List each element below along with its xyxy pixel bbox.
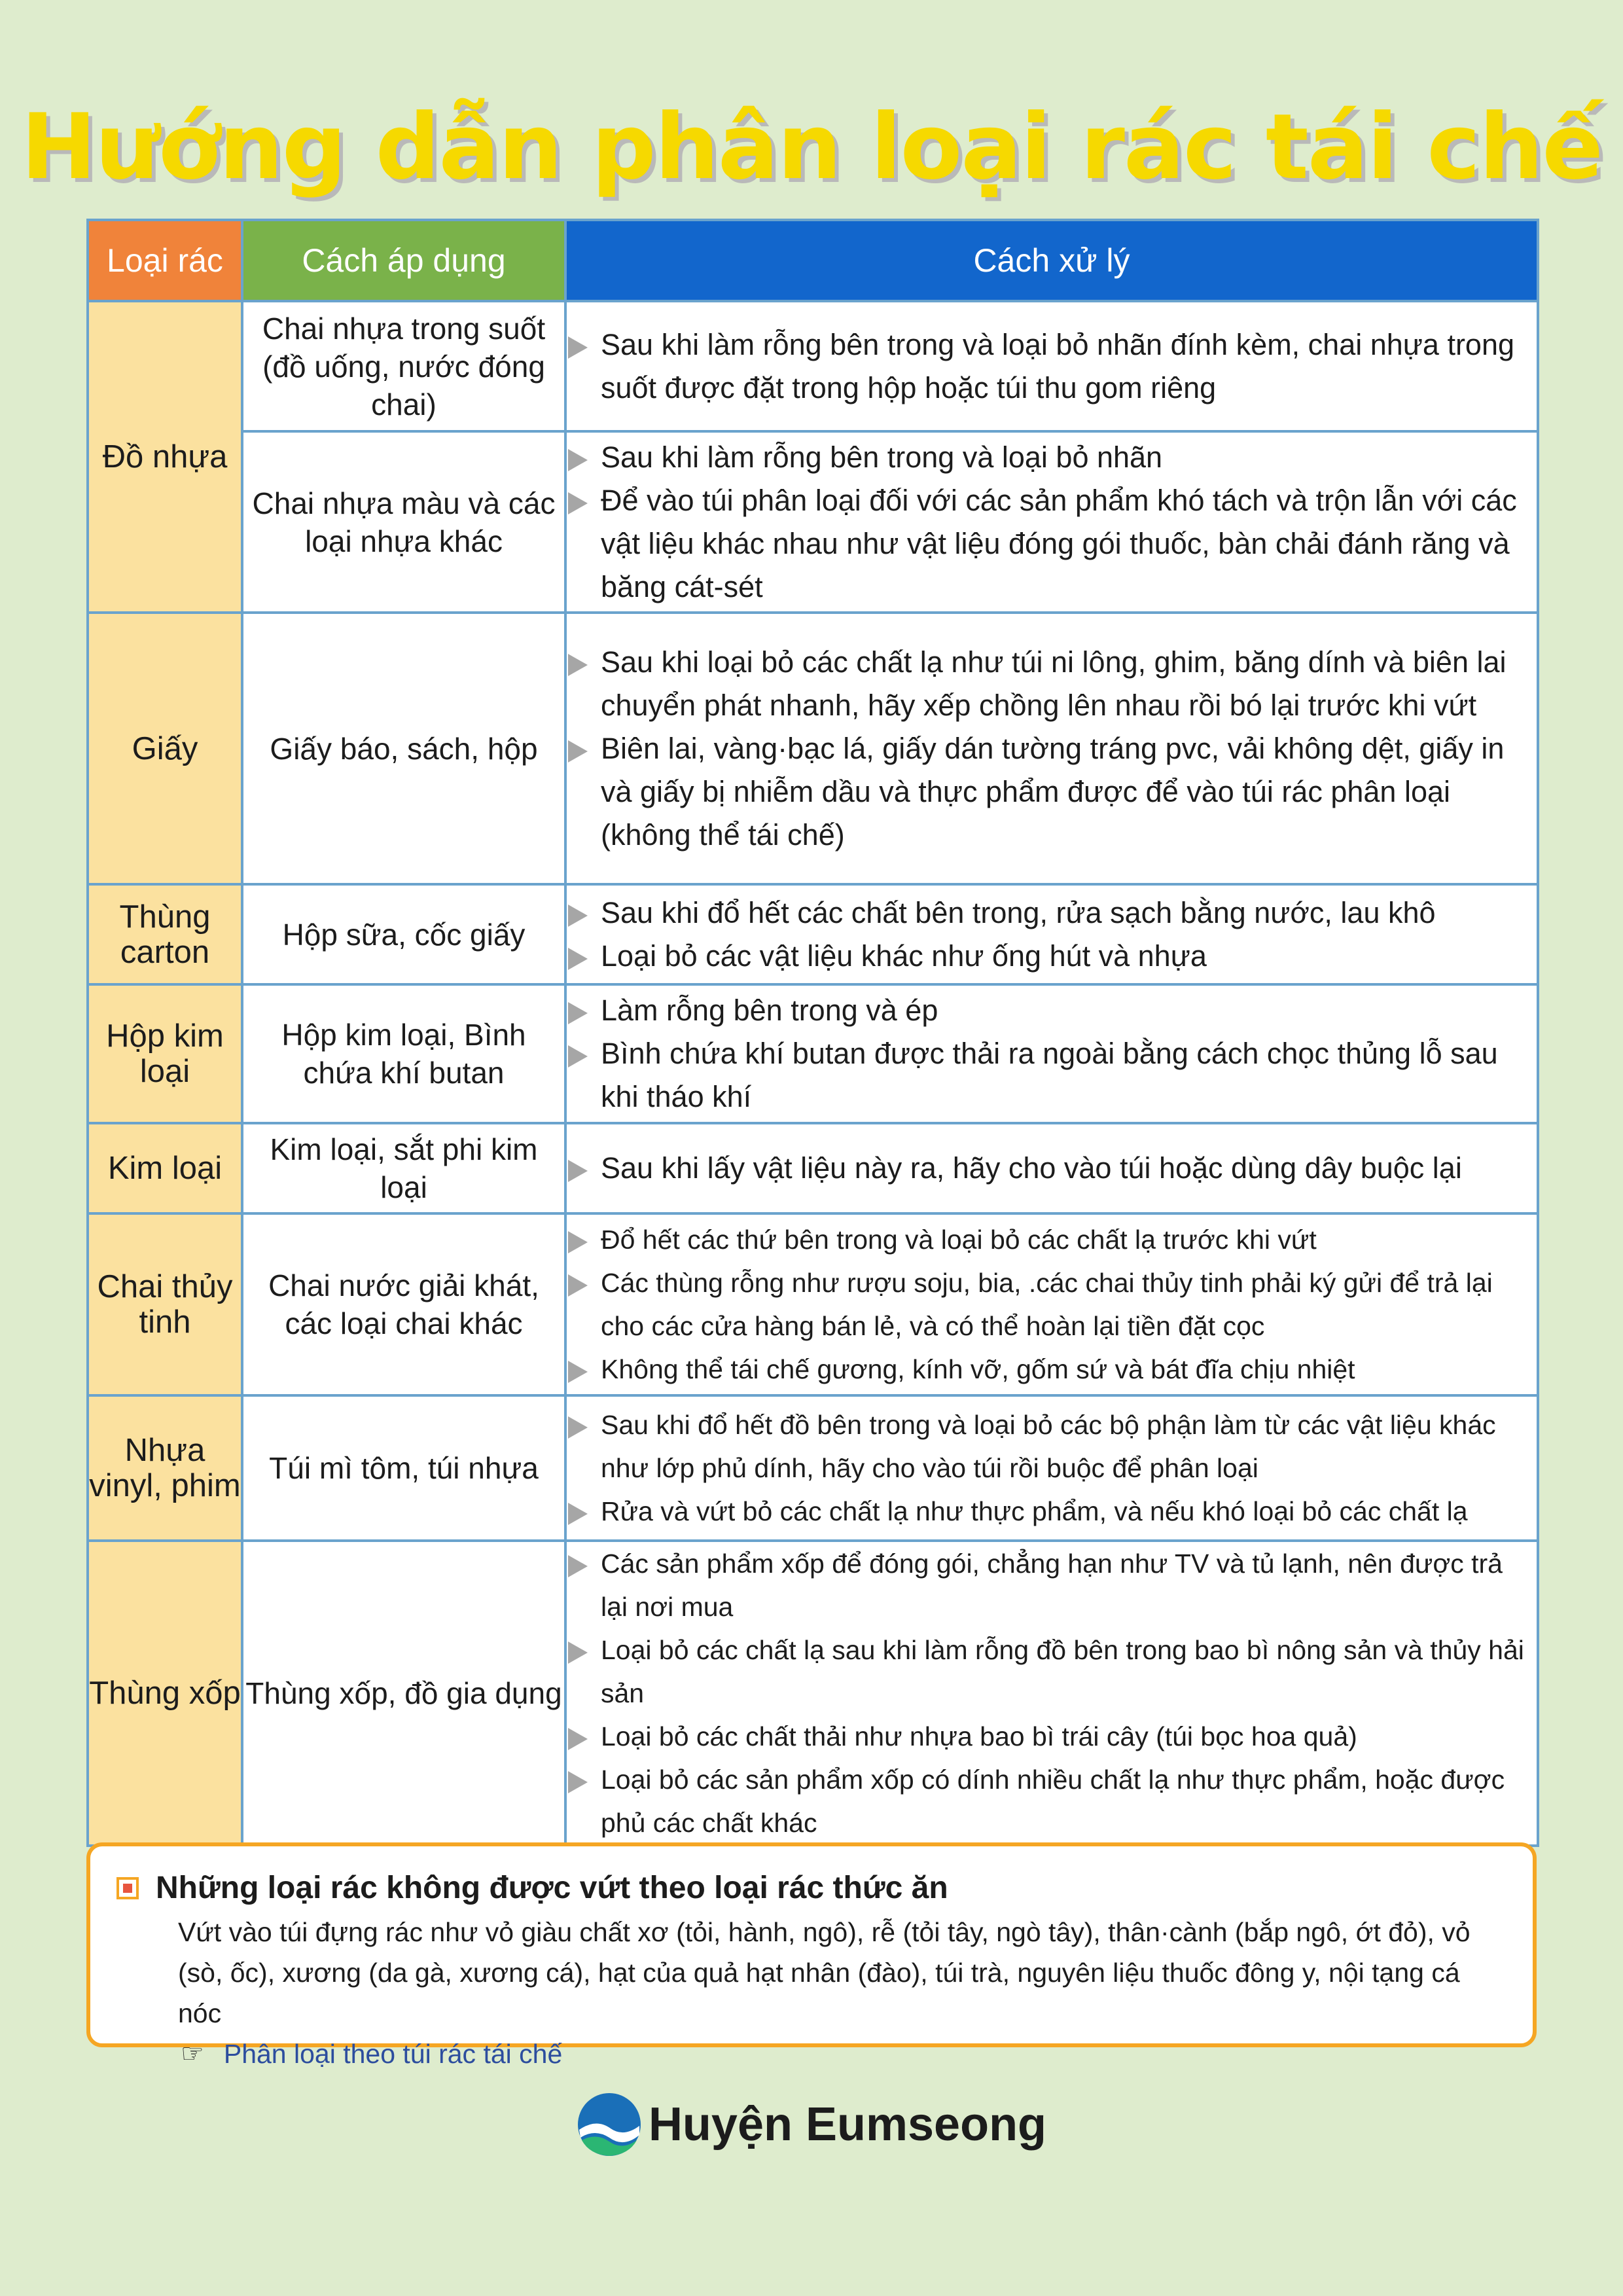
square-bullet-icon: [116, 1877, 139, 1899]
method-item: Đổ hết các thứ bên trong và loại bỏ các chất lạ trước khi vứt: [567, 1218, 1537, 1261]
note-title: Những loại rác không được vứt theo loại rác thức ăn: [156, 1871, 948, 1905]
note-heading: [116, 1869, 1507, 1908]
table-row: [88, 1213, 1538, 1395]
note-link: [116, 2034, 1507, 2074]
method-item: Sau khi lấy vật liệu này ra, hãy cho vào túi hoặc dùng dây buộc lại: [567, 1147, 1537, 1190]
type-cell-metal: Kim loại: [88, 1123, 242, 1213]
apply-cell: Kim loại, sắt phi kim loại: [242, 1123, 565, 1213]
apply-cell: Chai nhựa trong suốt (đồ uống, nước đóng chai): [242, 301, 565, 431]
eumseong-logo-icon: [577, 2092, 642, 2157]
method-item: Biên lai, vàng·bạc lá, giấy dán tường tráng pvc, vải không dệt, giấy in và giấy bị nhiễm dầu và thực phẩm được để vào túi rác phân loại (không thể tái chế): [567, 727, 1537, 857]
method-cell: [565, 884, 1538, 984]
table-row: [88, 1123, 1538, 1213]
type-cell-plastic: Đồ nhựa: [88, 301, 242, 613]
page-title: Hướng dẫn phân loại rác tái chế: [21, 94, 1602, 200]
method-item: Các thùng rỗng như rượu soju, bia, .các chai thủy tinh phải ký gửi để trả lại cho các cửa hàng bán lẻ, và có thể hoàn lại tiền đặt cọc: [567, 1261, 1537, 1348]
type-cell-glass: Chai thủy tinh: [88, 1213, 242, 1395]
type-cell-paper: Giấy: [88, 613, 242, 884]
note-link-text: Phân loại theo túi rác tái chế: [223, 2039, 563, 2069]
apply-cell: Túi mì tôm, túi nhựa: [242, 1395, 565, 1541]
method-cell: [565, 1213, 1538, 1395]
header-waste-type: Loại rác: [88, 220, 242, 301]
apply-cell: Hộp sữa, cốc giấy: [242, 884, 565, 984]
table-row: [88, 613, 1538, 884]
method-cell: [565, 613, 1538, 884]
method-cell: [565, 984, 1538, 1123]
method-item: Sau khi loại bỏ các chất lạ như túi ni lông, ghim, băng dính và biên lai chuyển phát nhanh, hãy xếp chồng lên nhau rồi bó lại trước khi vứt: [567, 641, 1537, 727]
apply-cell: Chai nhựa màu và các loại nhựa khác: [242, 431, 565, 613]
method-item: Bình chứa khí butan được thải ra ngoài bằng cách chọc thủng lỗ sau khi tháo khí: [567, 1032, 1537, 1119]
method-item: Sau khi làm rỗng bên trong và loại bỏ nhãn: [567, 436, 1537, 479]
header-application: Cách áp dụng: [242, 220, 565, 301]
method-cell: [565, 301, 1538, 431]
type-cell-carton: Thùng carton: [88, 884, 242, 984]
apply-cell: Hộp kim loại, Bình chứa khí butan: [242, 984, 565, 1123]
food-waste-note: [86, 1842, 1537, 2069]
method-item: Loại bỏ các sản phẩm xốp có dính nhiều chất lạ như thực phẩm, hoặc được phủ các chất khác: [567, 1758, 1537, 1844]
pointing-hand-icon: ☞: [181, 2039, 204, 2068]
method-item: Các sản phẩm xốp để đóng gói, chẳng hạn như TV và tủ lạnh, nên được trả lại nơi mua: [567, 1542, 1537, 1628]
table-row: [88, 1541, 1538, 1846]
table-row: [88, 1395, 1538, 1541]
note-text: Vứt vào túi đựng rác như vỏ giàu chất xơ (tỏi, hành, ngô), rễ (tỏi tây, ngò tây), thân·cành (bắp ngô, ớt đỏ), vỏ (sò, ốc), xương (da gà, xương cá), hạt của quả hạt nhân (đào), túi trà, nguyên liệu thuốc đông y, nội tạng cá nóc: [178, 1917, 1471, 2028]
type-cell-styrofoam: Thùng xốp: [88, 1541, 242, 1846]
method-item: Sau khi đổ hết các chất bên trong, rửa sạch bằng nước, lau khô: [567, 891, 1537, 935]
table-row: [88, 431, 1538, 613]
method-item: Loại bỏ các vật liệu khác như ống hút và nhựa: [567, 935, 1537, 978]
recycling-guide-table: [86, 219, 1539, 1847]
header-handling-method: Cách xử lý: [565, 220, 1538, 301]
method-item: Loại bỏ các chất thải như nhựa bao bì trái cây (túi bọc hoa quả): [567, 1715, 1537, 1758]
method-item: Sau khi đổ hết đồ bên trong và loại bỏ các bộ phận làm từ các vật liệu khác như lớp phủ dính, hãy cho vào túi rồi buộc để phân loại: [567, 1403, 1537, 1490]
type-cell-metal-box: Hộp kim loại: [88, 984, 242, 1123]
method-item: Không thể tái chế gương, kính vỡ, gốm sứ và bát đĩa chịu nhiệt: [567, 1348, 1537, 1391]
method-cell: [565, 1395, 1538, 1541]
method-cell: [565, 1541, 1538, 1846]
method-cell: [565, 1123, 1538, 1213]
method-cell: [565, 431, 1538, 613]
type-cell-vinyl: Nhựa vinyl, phim: [88, 1395, 242, 1541]
table-header-row: [88, 220, 1538, 301]
method-item: Làm rỗng bên trong và ép: [567, 989, 1537, 1032]
table-row: [88, 301, 1538, 431]
footer: [0, 2092, 1623, 2157]
table-row: [88, 884, 1538, 984]
method-item: Rửa và vứt bỏ các chất lạ như thực phẩm, và nếu khó loại bỏ các chất lạ: [567, 1490, 1537, 1533]
table-row: [88, 984, 1538, 1123]
method-item: Để vào túi phân loại đối với các sản phẩm khó tách và trộn lẫn với các vật liệu khác nhau như vật liệu đóng gói thuốc, bàn chải đánh răng và băng cát-sét: [567, 479, 1537, 609]
method-item: Loại bỏ các chất lạ sau khi làm rỗng đồ bên trong bao bì nông sản và thủy hải sản: [567, 1628, 1537, 1715]
apply-cell: Giấy báo, sách, hộp: [242, 613, 565, 884]
method-item: Sau khi làm rỗng bên trong và loại bỏ nhãn đính kèm, chai nhựa trong suốt được đặt trong hộp hoặc túi thu gom riêng: [567, 323, 1537, 410]
brand-name: Huyện Eumseong: [648, 2098, 1047, 2151]
apply-cell: Chai nước giải khát, các loại chai khác: [242, 1213, 565, 1395]
apply-cell: Thùng xốp, đồ gia dụng: [242, 1541, 565, 1846]
